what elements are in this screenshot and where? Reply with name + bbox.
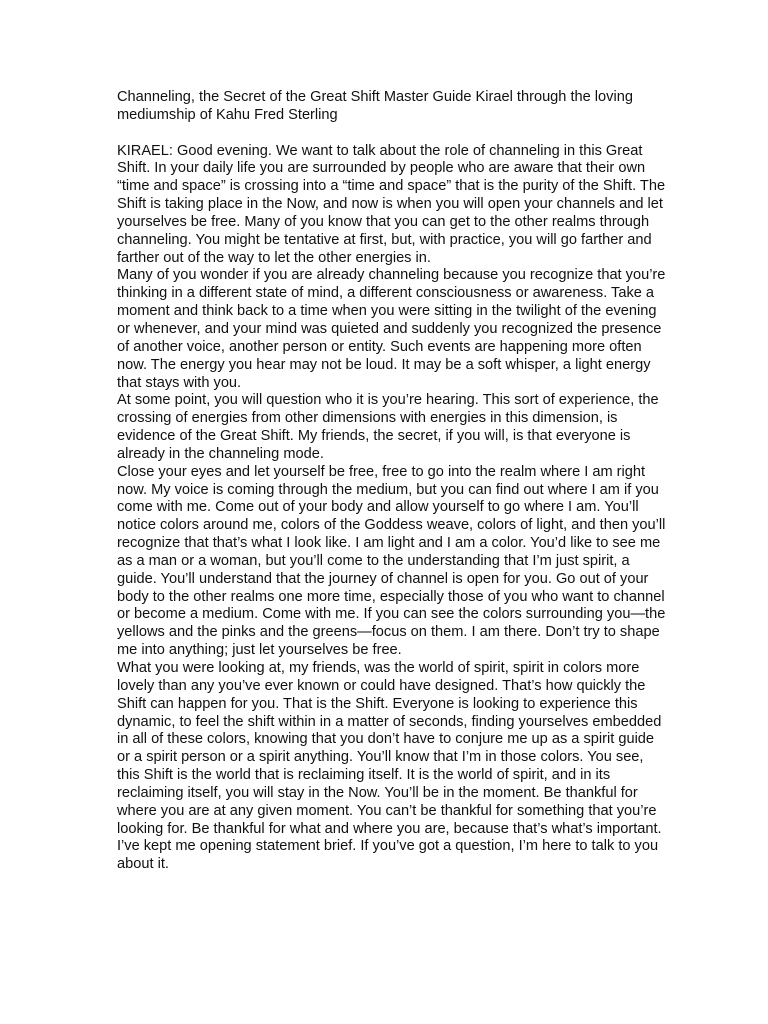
paragraph-closing-statement: I’ve kept me opening statement brief. If you’ve got a question, I’m here to talk to you about it. [117,838,659,873]
document-title: Channeling, the Secret of the Great Shift Master Guide Kirael through the loving mediumship of Kahu Fred Sterling [117,89,633,123]
paragraph-world-of-spirit: What you were looking at, my friends, was the world of spirit, spirit in colors more lovely than any you’ve ever known or could have designed. That’s how quickly the Shift can happen for you. That is the Shift. Everyone is looking to experience this dynamic, to feel the shift within in a matter of seconds, finding yourselves embedded in all of these colors, knowing that you don’t have to conjure me up as a spirit guide or a spirit person or a spirit anything. You’ll know that I’m in those colors. You see, this Shift is the world that is reclaiming itself. It is the world of spirit, and in its reclaiming itself, you will stay in the Now. You’ll be in the moment. Be thankful for where you are at any given moment. You can’t be thankful for something that you’re looking for. Be thankful for what and where you are, because that’s what’s important. [117,660,662,837]
paragraph-already-channeling: Many of you wonder if you are already channeling because you recognize that you’re thinking in a different state of mind, a different consciousness or awareness. Take a moment and think back to a time when you were sitting in the twilight of the evening or whenever, and your mind was quieted and suddenly you recognized the presence of another voice, another person or entity. Such events are happening more often now. The energy you hear may not be loud. It may be a soft whisper, a light energy that stays with you. [117,267,666,391]
paragraph-kirael-greeting: KIRAEL: Good evening. We want to talk about the role of channeling in this Great Shift. In your daily life you are surrounded by people who are aware that their own “time and space” is crossing into a “time and space” that is the purity of the Shift. The Shift is taking place in the Now, and now is when you will open your channels and let yourselves be free. Many of you know that you can get to the other realms through channeling. You might be tentative at first, but, with practice, you will go farther and farther out of the way to let the other energies in. [117,142,666,266]
document-body [117,89,669,874]
paragraph-close-your-eyes: Close your eyes and let yourself be free, free to go into the realm where I am right now. My voice is coming through the medium, but you can find out where I am if you come with me. Come out of your body and allow yourself to go where I am. You’ll notice colors around me, colors of the Goddess weave, colors of light, and then you’ll recognize that that’s what I look like. I am light and I am a color. You’d like to see me as a man or a woman, but you’ll come to the understanding that I’m just spirit, a guide. You’ll understand that the journey of channel is open for you. Go out of your body to the other realms one more time, especially those of you who want to channel or become a medium. Come with me. If you can see the colors surrounding you—the yellows and the pinks and the greens—focus on them. I am there. Don’t try to shape me into anything; just let yourselves be free. [117,463,666,659]
paragraph-question-hearing: At some point, you will question who it is you’re hearing. This sort of experience, the crossing of energies from other dimensions with energies in this dimension, is evidence of the Great Shift. My friends, the secret, if you will, is that everyone is already in the channeling mode. [117,392,659,462]
